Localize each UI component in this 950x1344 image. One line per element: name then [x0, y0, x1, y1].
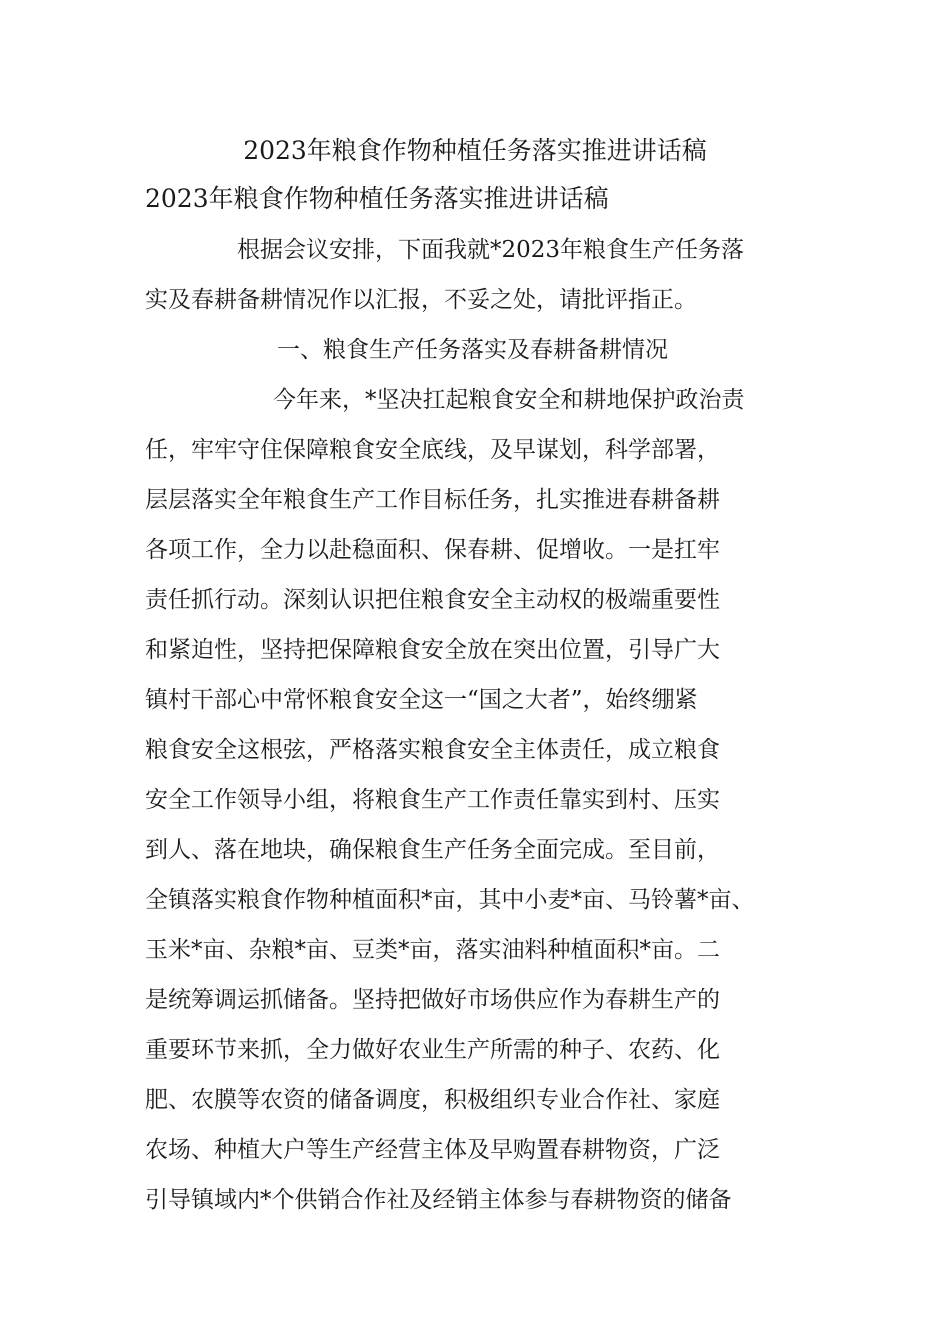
intro-line: 实及春耕备耕情况作以汇报，不妥之处，请批评指正。	[145, 287, 697, 313]
paragraph-line: 引导镇域内*个供销合作社及经销主体参与春耕物资的储备	[145, 1187, 732, 1213]
paragraph-line: 是统筹调运抓储备。坚持把做好市场供应作为春耕生产的	[145, 987, 720, 1013]
paragraph-line: 今年来，*坚决扛起粮食安全和耕地保护政治责	[273, 387, 745, 413]
section-heading-text: 一、粮食生产任务落实及春耕备耕情况	[277, 337, 668, 363]
document-title: 2023年粮食作物种植任务落实推进讲话稿	[243, 136, 707, 165]
main-paragraph	[145, 375, 825, 1225]
paragraph-line: 玉米*亩、杂粮*亩、豆类*亩，落实油料种植面积*亩。二	[145, 937, 720, 963]
paragraph-line: 全镇落实粮食作物种植面积*亩，其中小麦*亩、马铃薯*亩、	[145, 887, 755, 913]
paragraph-line: 安全工作领导小组，将粮食生产工作责任靠实到村、压实	[145, 787, 720, 813]
paragraph-line: 镇村干部心中常怀粮食安全这一“国之大者”，始终绷紧	[145, 687, 698, 713]
paragraph-line: 农场、种植大户等生产经营主体及早购置春耕物资，广泛	[145, 1137, 720, 1163]
paragraph-line: 任，牢牢守住保障粮食安全底线，及早谋划，科学部署，	[145, 437, 720, 463]
paragraph-line: 责任抓行动。深刻认识把住粮食安全主动权的极端重要性	[145, 587, 720, 613]
paragraph-line: 到人、落在地块，确保粮食生产任务全面完成。至目前，	[145, 837, 720, 863]
intro-line: 根据会议安排，下面我就*2023年粮食生产任务落	[237, 237, 745, 263]
section-heading	[145, 325, 825, 375]
paragraph-line: 肥、农膜等农资的储备调度，积极组织专业合作社、家庭	[145, 1087, 720, 1113]
document-subtitle: 2023年粮食作物种植任务落实推进讲话稿	[145, 184, 609, 213]
intro-paragraph	[145, 225, 825, 325]
paragraph-line: 各项工作，全力以赴稳面积、保春耕、促增收。一是扛牢	[145, 537, 720, 563]
paragraph-line: 粮食安全这根弦，严格落实粮食安全主体责任，成立粮食	[145, 737, 720, 763]
paragraph-line: 层层落实全年粮食生产工作目标任务，扎实推进春耕备耕	[145, 487, 720, 513]
paragraph-line: 重要环节来抓，全力做好农业生产所需的种子、农药、化	[145, 1037, 720, 1063]
paragraph-line: 和紧迫性，坚持把保障粮食安全放在突出位置，引导广大	[145, 637, 720, 663]
